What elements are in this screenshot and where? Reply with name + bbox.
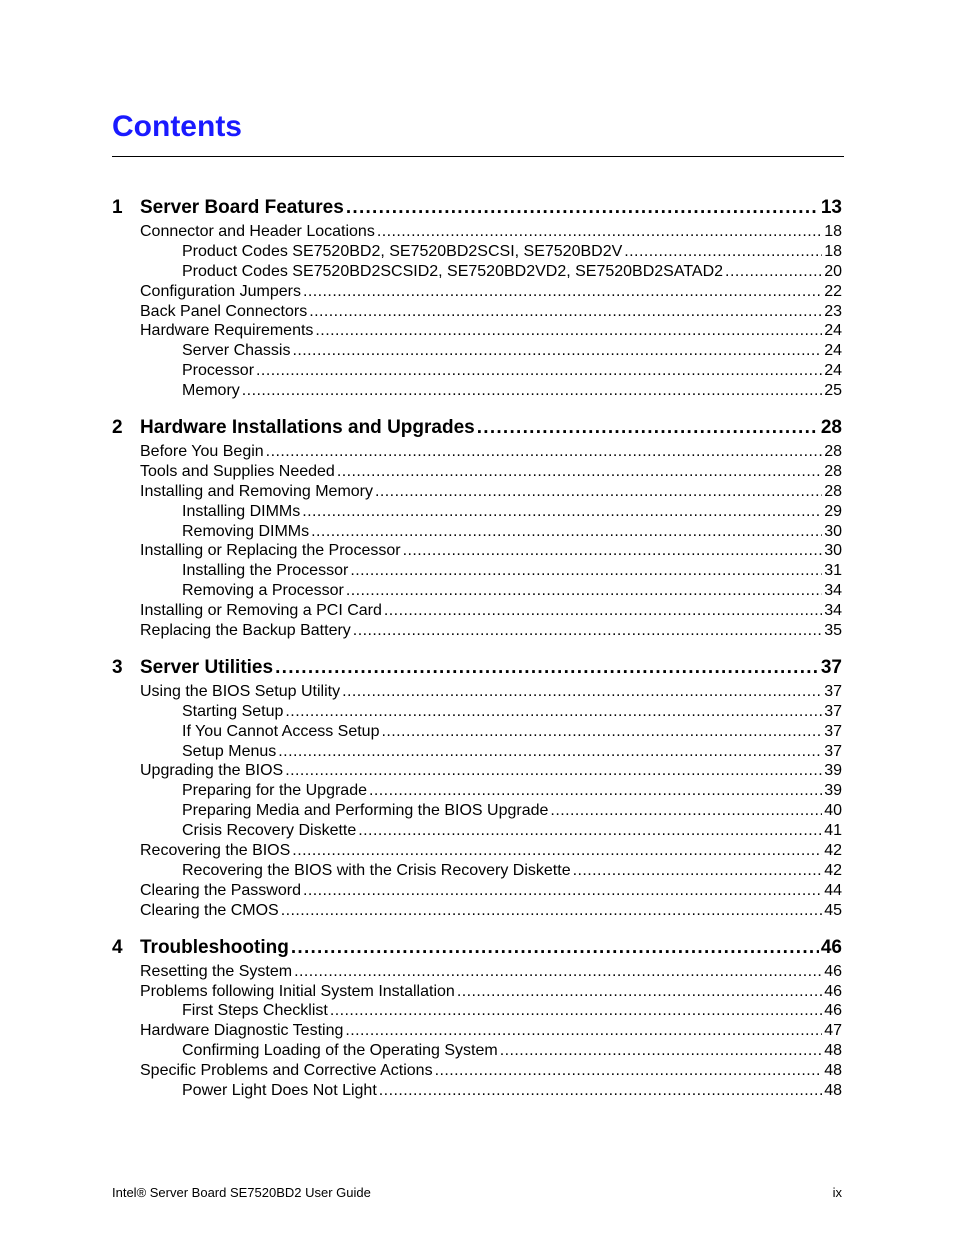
- dot-leader: [330, 1001, 822, 1021]
- dot-leader: [379, 1081, 822, 1101]
- entry-title: Recovering the BIOS with the Crisis Recovery Diskette: [182, 861, 571, 879]
- entry-title: Preparing for the Upgrade: [182, 782, 367, 800]
- entry-title: Problems following Initial System Installation: [140, 982, 455, 1000]
- dot-leader: [256, 361, 822, 381]
- entry-page: 24: [824, 322, 842, 340]
- entry-page: 28: [824, 462, 842, 480]
- entry-title: Before You Begin: [140, 443, 264, 461]
- toc-entry[interactable]: [112, 801, 842, 821]
- page-footer: [112, 1185, 842, 1200]
- toc-entry[interactable]: [112, 1001, 842, 1021]
- toc-entry[interactable]: [112, 282, 842, 302]
- entry-page: 37: [824, 682, 842, 700]
- toc-entry[interactable]: [112, 901, 842, 921]
- entry-title: If You Cannot Access Setup: [182, 722, 380, 740]
- table-of-contents: [112, 194, 842, 1101]
- entry-title: Removing a Processor: [182, 582, 344, 600]
- entry-page: 24: [824, 342, 842, 360]
- toc-entry[interactable]: [112, 442, 842, 462]
- chapter-title: Server Utilities: [140, 656, 274, 678]
- toc-entry[interactable]: [112, 1081, 842, 1101]
- toc-entry[interactable]: [112, 581, 842, 601]
- dot-leader: [457, 982, 822, 1002]
- toc-entry[interactable]: [112, 761, 842, 781]
- dot-leader: [350, 561, 822, 581]
- dot-leader: [477, 414, 819, 442]
- dot-leader: [266, 442, 823, 462]
- entry-title: Installing DIMMs: [182, 502, 301, 520]
- dot-leader: [303, 881, 822, 901]
- toc-entry[interactable]: [112, 821, 842, 841]
- entry-page: 41: [824, 822, 842, 840]
- entry-page: 29: [824, 502, 842, 520]
- dot-leader: [384, 601, 822, 621]
- entry-title: Connector and Header Locations: [140, 223, 375, 240]
- entry-title: Server Chassis: [182, 342, 291, 360]
- entry-title: Specific Problems and Corrective Actions: [140, 1062, 433, 1080]
- entry-title: Using the BIOS Setup Utility: [140, 682, 341, 700]
- chapter-number: 3: [112, 656, 123, 678]
- toc-entry[interactable]: [112, 242, 842, 262]
- title-divider: [112, 156, 844, 157]
- dot-leader: [369, 781, 822, 801]
- toc-entry[interactable]: [112, 742, 842, 762]
- toc-entry[interactable]: [112, 302, 842, 322]
- entry-page: 30: [824, 542, 842, 560]
- toc-entry[interactable]: [112, 982, 842, 1002]
- entry-title: Product Codes SE7520BD2, SE7520BD2SCSI, SE7520BD2V: [182, 242, 623, 260]
- entry-page: 39: [824, 782, 842, 800]
- chapter-number: 2: [112, 417, 123, 439]
- toc-entry[interactable]: [112, 962, 842, 982]
- toc-entry[interactable]: [112, 722, 842, 742]
- entry-title: Memory: [182, 382, 240, 400]
- dot-leader: [337, 462, 822, 482]
- entry-page: 37: [824, 702, 842, 720]
- entry-page: 20: [824, 262, 842, 280]
- toc-entry[interactable]: [112, 262, 842, 282]
- entry-title: Configuration Jumpers: [140, 282, 301, 300]
- dot-leader: [281, 901, 822, 921]
- toc-chapter-2[interactable]: [112, 414, 842, 442]
- entry-title: Clearing the CMOS: [140, 901, 279, 919]
- entry-page: 18: [824, 242, 842, 260]
- entry-page: 25: [824, 382, 842, 400]
- entry-page: 31: [824, 562, 842, 580]
- dot-leader: [292, 341, 822, 361]
- dot-leader: [725, 262, 822, 282]
- dot-leader: [377, 222, 822, 242]
- dot-leader: [309, 302, 822, 322]
- entry-title: Replacing the Backup Battery: [140, 622, 351, 640]
- chapter-page: 13: [820, 197, 842, 218]
- toc-entry[interactable]: [112, 881, 842, 901]
- dot-leader: [311, 522, 822, 542]
- dot-leader: [375, 482, 822, 502]
- chapter-title: Troubleshooting: [140, 936, 289, 958]
- toc-entry[interactable]: [112, 321, 842, 341]
- dot-leader: [294, 962, 822, 982]
- toc-entry[interactable]: [112, 1041, 842, 1061]
- entry-title: First Steps Checklist: [182, 1002, 328, 1020]
- toc-chapter-1[interactable]: [112, 194, 842, 222]
- footer-page-number: ix: [832, 1185, 842, 1200]
- entry-title: Removing DIMMs: [182, 522, 310, 540]
- entry-title: Preparing Media and Performing the BIOS Upgrade: [182, 802, 549, 820]
- entry-title: Confirming Loading of the Operating System: [182, 1042, 498, 1060]
- toc-entry[interactable]: [112, 841, 842, 861]
- entry-title: Installing and Removing Memory: [140, 482, 373, 500]
- entry-title: Resetting the System: [140, 962, 293, 980]
- entry-page: 48: [824, 1042, 842, 1060]
- dot-leader: [278, 742, 822, 762]
- dot-leader: [242, 381, 822, 401]
- dot-leader: [291, 934, 819, 962]
- entry-page: 18: [824, 223, 842, 240]
- toc-entry[interactable]: [112, 781, 842, 801]
- dot-leader: [624, 242, 822, 262]
- toc-entry[interactable]: [112, 541, 842, 561]
- entry-title: Setup Menus: [182, 742, 277, 760]
- page-title: Contents: [112, 110, 242, 143]
- chapter-title: Hardware Installations and Upgrades: [140, 417, 475, 439]
- entry-page: 23: [824, 302, 842, 320]
- entry-page: 42: [824, 861, 842, 879]
- toc-entry[interactable]: [112, 1021, 842, 1041]
- entry-title: Hardware Requirements: [140, 322, 314, 340]
- toc-entry[interactable]: [112, 482, 842, 502]
- dot-leader: [346, 194, 819, 222]
- toc-chapter-4[interactable]: [112, 934, 842, 962]
- dot-leader: [435, 1061, 823, 1081]
- dot-leader: [275, 654, 819, 682]
- dot-leader: [285, 761, 822, 781]
- dot-leader: [315, 321, 822, 341]
- toc-entry[interactable]: [112, 1061, 842, 1081]
- entry-page: 40: [824, 802, 842, 820]
- entry-title: Recovering the BIOS: [140, 842, 291, 860]
- entry-title: Clearing the Password: [140, 881, 301, 899]
- entry-page: 34: [824, 582, 842, 600]
- entry-page: 48: [824, 1081, 842, 1099]
- toc-entry[interactable]: [112, 561, 842, 581]
- entry-page: 48: [824, 1062, 842, 1080]
- footer-document-title: Intel® Server Board SE7520BD2 User Guide: [112, 1185, 371, 1200]
- toc-entry[interactable]: [112, 462, 842, 482]
- dot-leader: [550, 801, 822, 821]
- dot-leader: [303, 282, 822, 302]
- entry-title: Starting Setup: [182, 702, 284, 720]
- entry-page: 28: [824, 482, 842, 500]
- entry-title: Installing or Replacing the Processor: [140, 542, 401, 560]
- entry-page: 42: [824, 842, 842, 860]
- entry-title: Processor: [182, 362, 255, 380]
- dot-leader: [500, 1041, 822, 1061]
- dot-leader: [358, 821, 822, 841]
- toc-entry[interactable]: [112, 522, 842, 542]
- entry-page: 22: [824, 282, 842, 300]
- entry-title: Power Light Does Not Light: [182, 1081, 377, 1099]
- toc-entry[interactable]: [112, 682, 842, 702]
- toc-entry[interactable]: [112, 702, 842, 722]
- chapter-page: 28: [820, 417, 842, 439]
- dot-leader: [353, 621, 822, 641]
- entry-page: 37: [824, 722, 842, 740]
- toc-entry[interactable]: [112, 502, 842, 522]
- chapter-page: 37: [820, 656, 842, 678]
- toc-entry[interactable]: [112, 222, 842, 242]
- entry-title: Installing the Processor: [182, 562, 349, 580]
- entry-page: 44: [824, 881, 842, 899]
- entry-title: Upgrading the BIOS: [140, 762, 284, 780]
- entry-page: 37: [824, 742, 842, 760]
- entry-page: 46: [824, 962, 842, 980]
- dot-leader: [302, 502, 822, 522]
- toc-entry[interactable]: [112, 361, 842, 381]
- entry-title: Hardware Diagnostic Testing: [140, 1022, 344, 1040]
- dot-leader: [573, 861, 823, 881]
- dot-leader: [285, 702, 822, 722]
- entry-page: 24: [824, 362, 842, 380]
- entry-title: Back Panel Connectors: [140, 302, 308, 320]
- toc-entry[interactable]: [112, 601, 842, 621]
- dot-leader: [345, 1021, 822, 1041]
- toc-entry[interactable]: [112, 621, 842, 641]
- chapter-number: 4: [112, 936, 123, 958]
- entry-page: 46: [824, 1002, 842, 1020]
- entry-title: Tools and Supplies Needed: [140, 462, 335, 480]
- toc-entry[interactable]: [112, 381, 842, 401]
- toc-chapter-3[interactable]: [112, 654, 842, 682]
- entry-page: 45: [824, 901, 842, 919]
- entry-page: 30: [824, 522, 842, 540]
- dot-leader: [292, 841, 822, 861]
- entry-page: 28: [824, 443, 842, 461]
- entry-page: 39: [824, 762, 842, 780]
- toc-entry[interactable]: [112, 861, 842, 881]
- dot-leader: [403, 541, 823, 561]
- dot-leader: [342, 682, 822, 702]
- dot-leader: [381, 722, 822, 742]
- chapter-title: Server Board Features: [140, 197, 344, 218]
- dot-leader: [346, 581, 822, 601]
- chapter-number: 1: [112, 197, 123, 218]
- entry-page: 47: [824, 1022, 842, 1040]
- chapter-page: 46: [820, 936, 842, 958]
- entry-title: Crisis Recovery Diskette: [182, 822, 357, 840]
- entry-title: Product Codes SE7520BD2SCSID2, SE7520BD2VD2, SE7520BD2SATAD2: [182, 262, 724, 280]
- entry-page: 35: [824, 622, 842, 640]
- entry-title: Installing or Removing a PCI Card: [140, 602, 382, 620]
- entry-page: 46: [824, 982, 842, 1000]
- toc-entry[interactable]: [112, 341, 842, 361]
- entry-page: 34: [824, 602, 842, 620]
